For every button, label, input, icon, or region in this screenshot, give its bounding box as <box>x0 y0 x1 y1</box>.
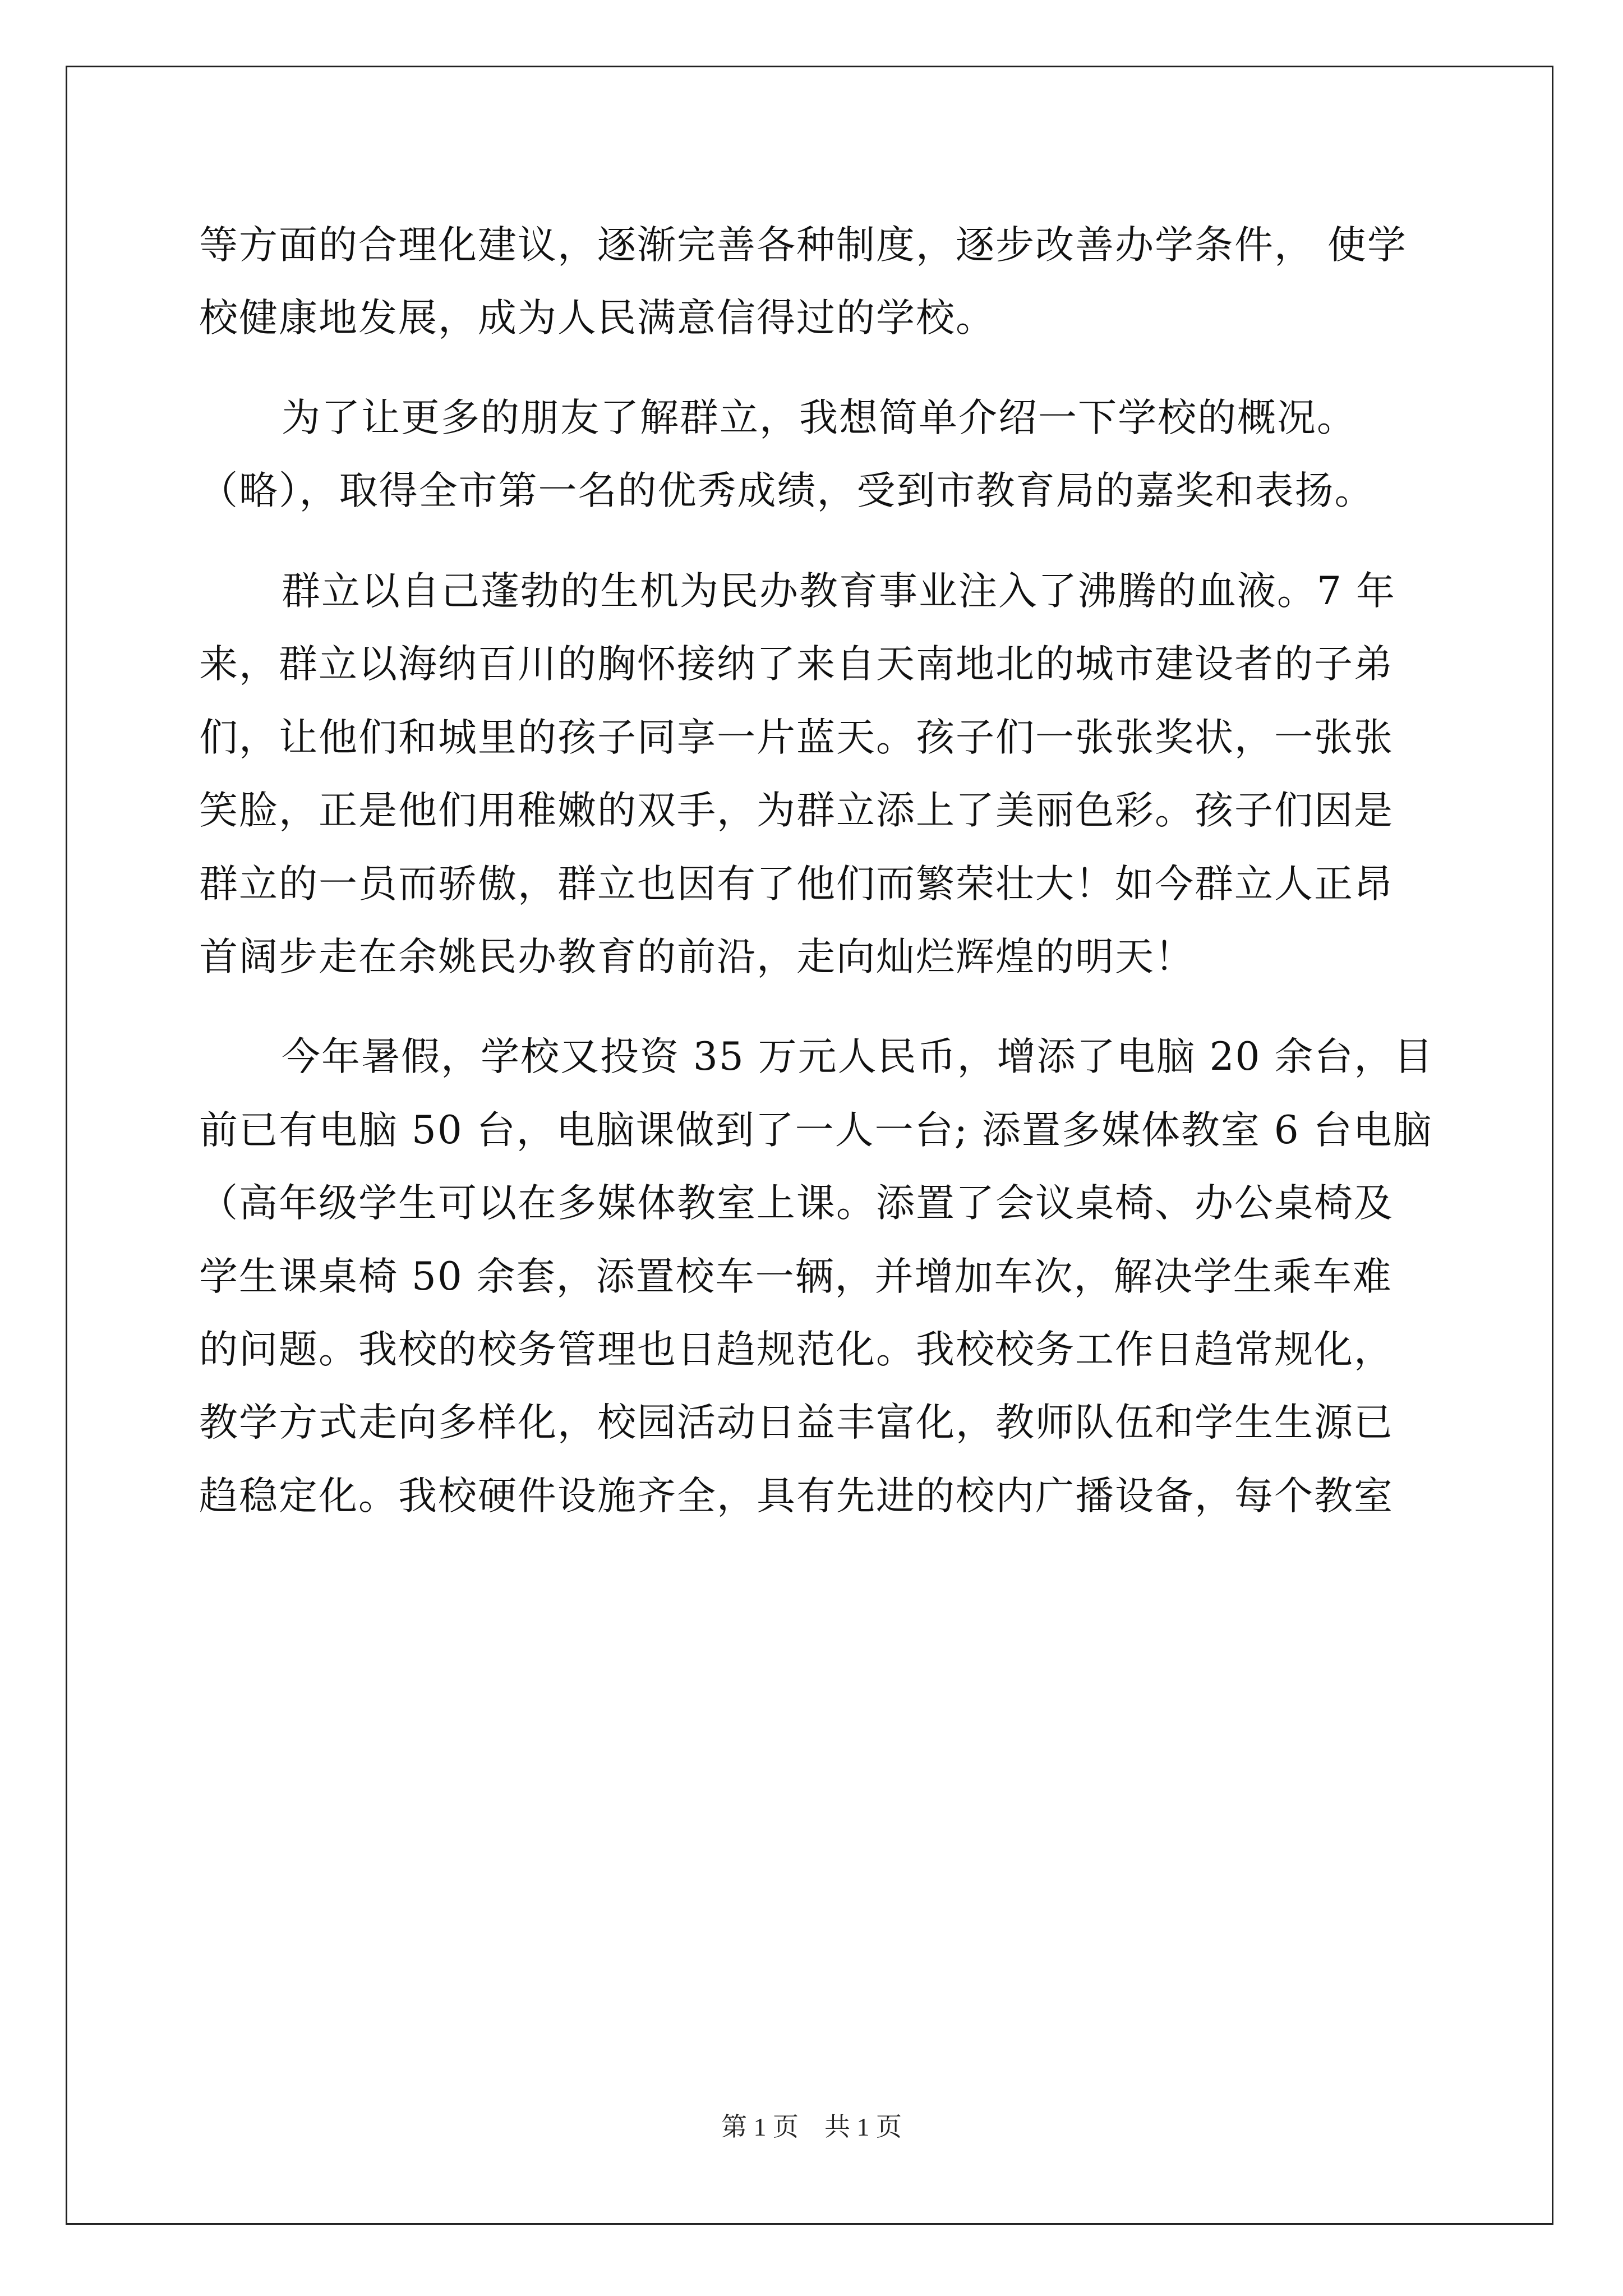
text-line: 学生课桌椅 50 余套，添置校车一辆，并增加车次，解决学生乘车难 <box>199 1254 1393 1299</box>
text-line: 首阔步走在余姚民办教育的前沿，走向灿烂辉煌的明天！ <box>199 935 1195 979</box>
text-line: （略），取得全市第一名的优秀成绩，受到市教育局的嘉奖和表扬。 <box>199 468 1375 513</box>
text-line: 等方面的合理化建议，逐渐完善各种制度，逐步改善办学条件， 使学 <box>199 223 1407 268</box>
page-footer: 第 1 页 共 1 页 <box>721 2113 902 2141</box>
paragraph-first-line: 为了让更多的朋友了解群立，我想简单介绍一下学校的概况。 <box>282 395 1357 440</box>
text-line: 笑脸，正是他们用稚嫩的双手，为群立添上了美丽色彩。孩子们因是 <box>199 788 1394 833</box>
paragraph-first-line: 群立以自己蓬勃的生机为民办教育事业注入了沸腾的血液。7 年 <box>282 569 1396 614</box>
text-line: 来，群立以海纳百川的胸怀接纳了来自天南地北的城市建设者的子弟 <box>199 642 1394 687</box>
text-line: 群立的一员而骄傲，群立也因有了他们而繁荣壮大！如今群立人正昂 <box>199 862 1394 907</box>
text-line: 前已有电脑 50 台，电脑课做到了一人一台; 添置多媒体教室 6 台电脑 <box>199 1108 1433 1153</box>
text-line: 趋稳定化。我校硬件设施齐全，具有先进的校内广播设备，每个教室 <box>199 1474 1394 1519</box>
text-line: 的问题。我校的校务管理也日趋规范化。我校校务工作日趋常规化， <box>199 1327 1394 1372</box>
text-line: 校健康地发展，成为人民满意信得过的学校。 <box>199 296 995 341</box>
paragraph-first-line: 今年暑假，学校又投资 35 万元人民币，增添了电脑 20 余台，目 <box>282 1034 1434 1079</box>
text-line: 教学方式走向多样化，校园活动日益丰富化，教师队伍和学生生源已 <box>199 1400 1394 1445</box>
text-line: 们，让他们和城里的孩子同享一片蓝天。孩子们一张张奖状，一张张 <box>199 715 1394 760</box>
text-line: （高年级学生可以在多媒体教室上课。添置了会议桌椅、办公桌椅及 <box>199 1181 1394 1226</box>
